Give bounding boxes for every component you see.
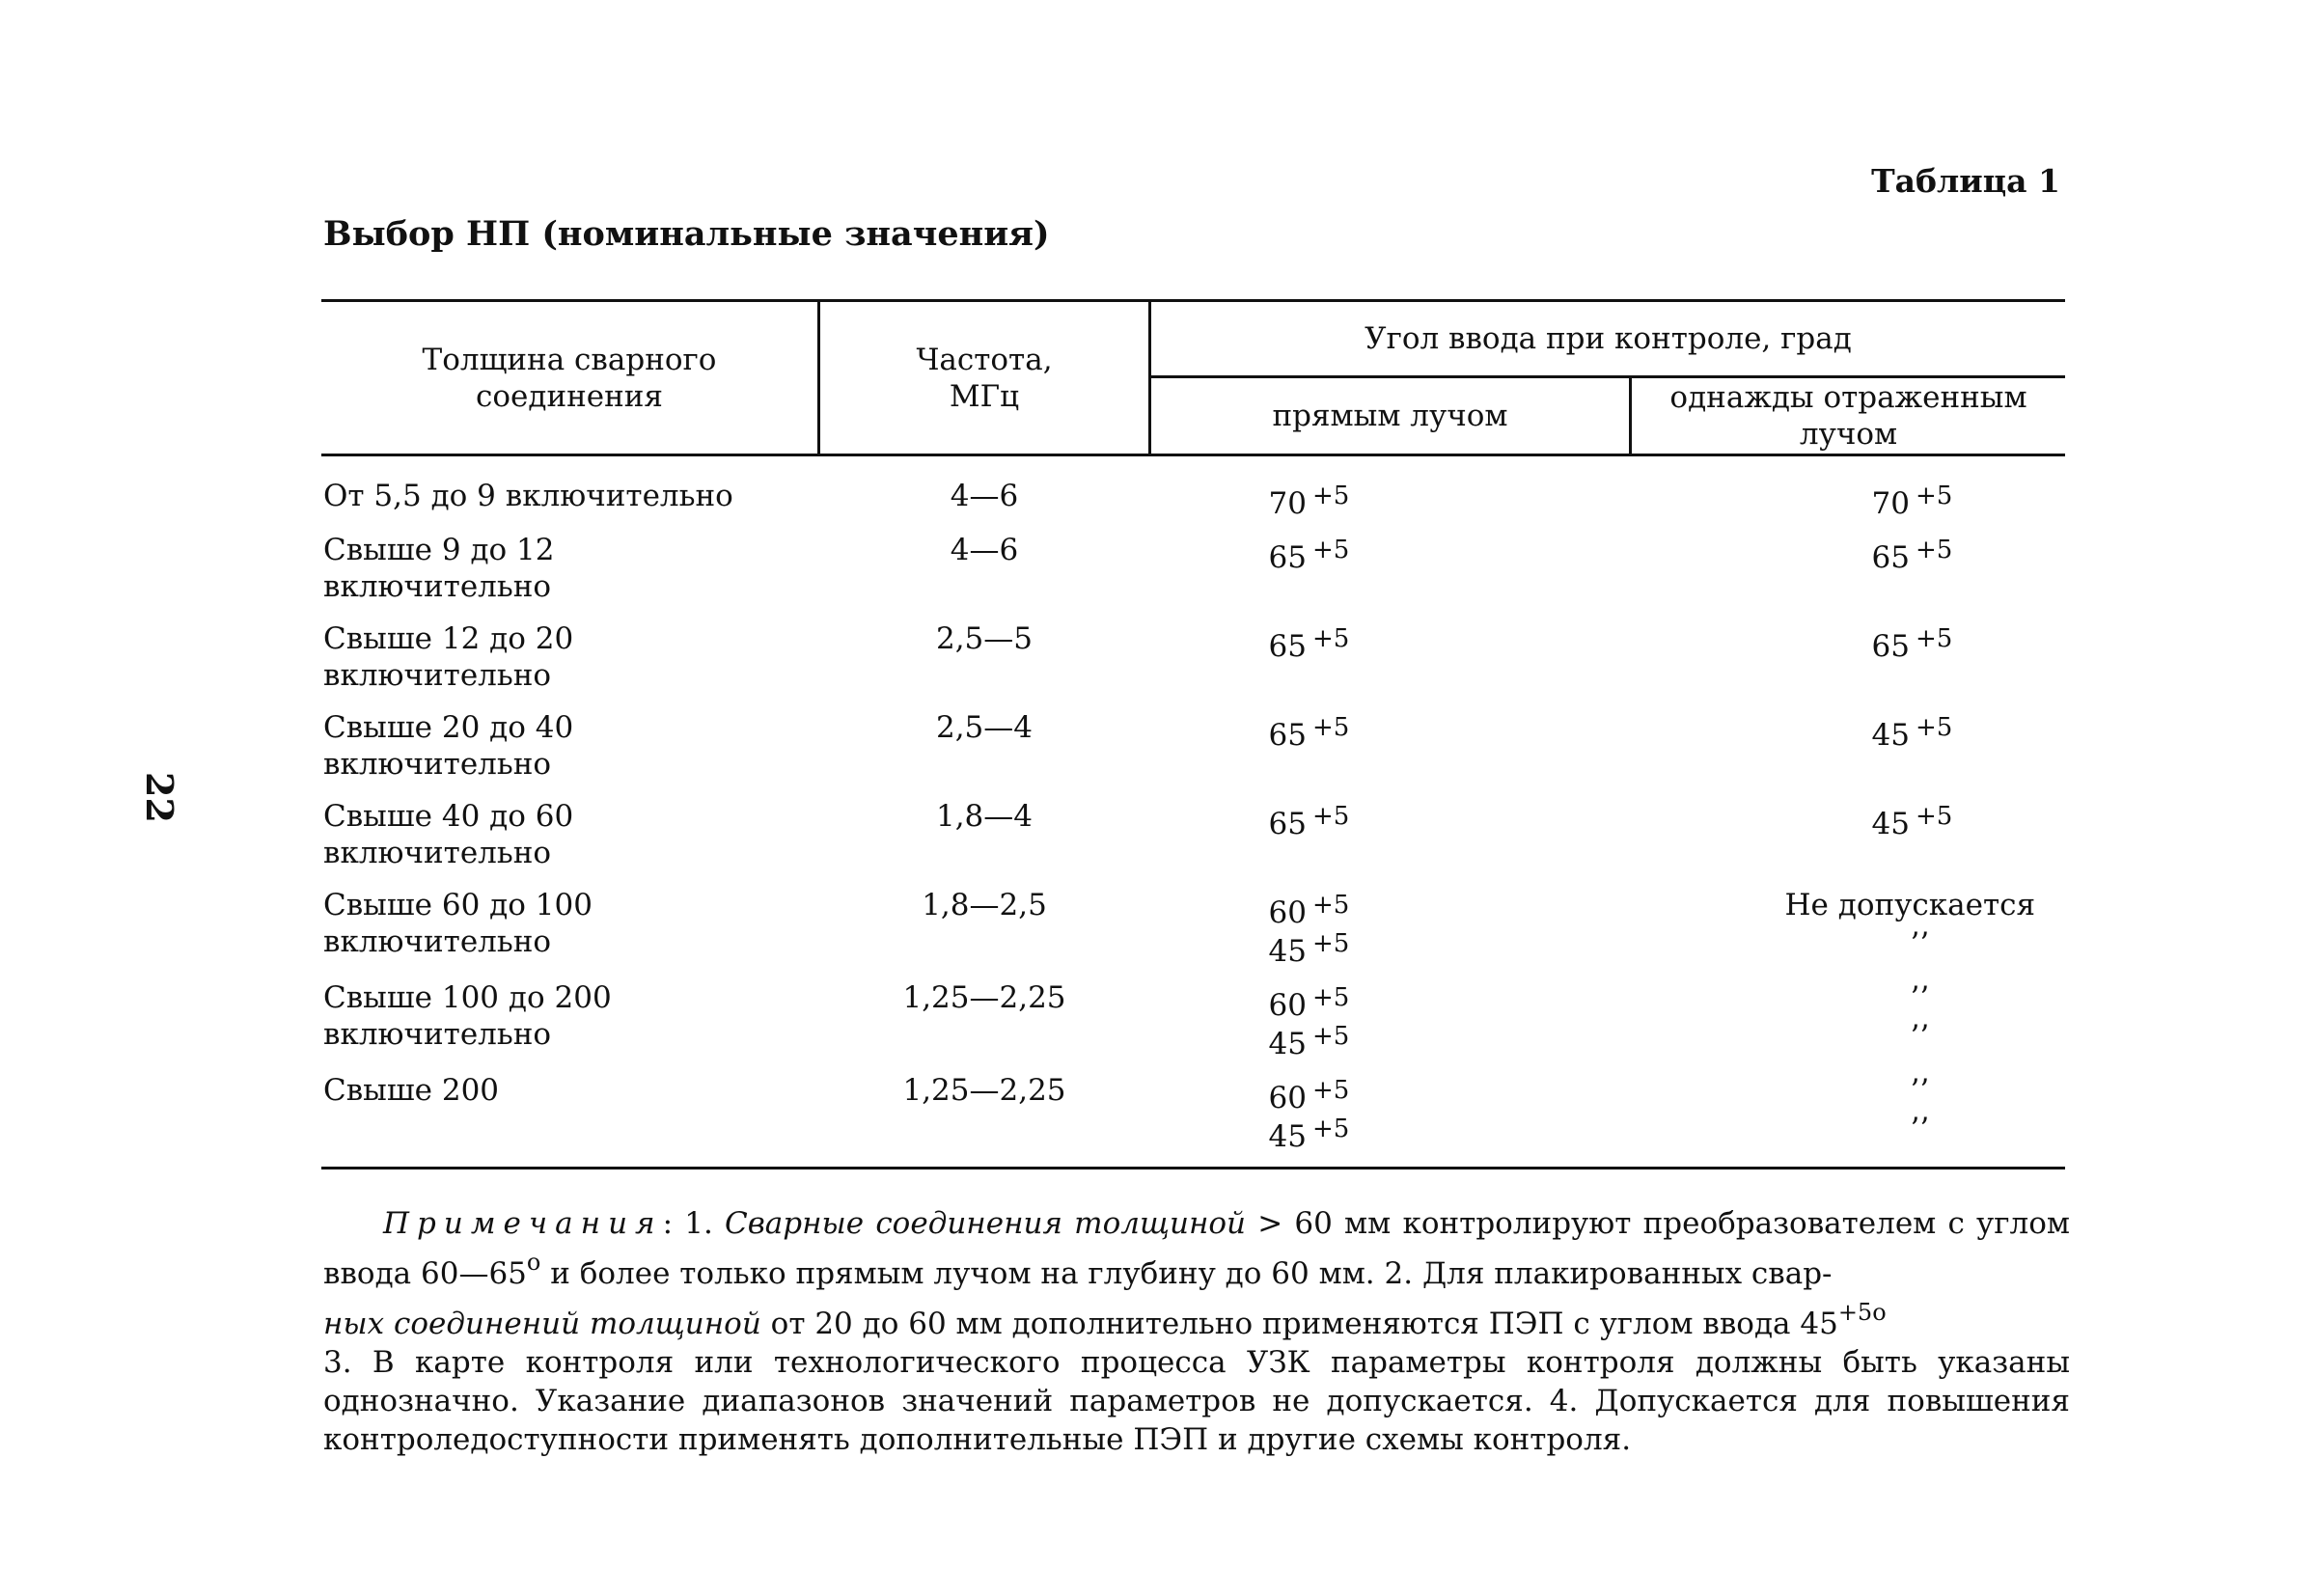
notes-rest: 3. В карте контроля или технологического процесса УЗК параметры контроля должны быть указаны однозначно. Указание диапазонов значений параметров не допускается. 4. Допускается для повышения контроледоступности применять дополнительные ПЭП и другие схемы контроля. [323,1345,2070,1457]
table-row [321,620,2065,709]
cell-angle-reflected: 45 $^{+5}$ [1871,713,1953,753]
col-header-thickness: Толщина сварного соединения [321,301,819,455]
cell-frequency: 2,5—5 [935,621,1034,656]
cell-thickness: Свыше 100 до 200 включительно [323,980,612,1052]
table-row [321,798,2065,887]
cell-thickness: Свыше 200 [321,1072,819,1169]
cell-angle-reflected: 65 $^{+5}$ [1871,624,1953,664]
col-header-frequency: Частота, МГц [819,301,1150,455]
cell-thickness: Свыше 40 до 60 включительно [323,799,574,870]
cell-angle-direct: 60 $^{+5}$ 45 $^{+5}$ [1150,1072,1631,1169]
notes: Примечания: 1. Сварные соединения толщиной > 60 мм контролируют преобразователем с углом ввода $60—65^о$ и более только прямым лучом на глубину до 60 мм. 2. Для плакированных свар- ных соединений толщиной от 20 до 60 мм дополнительно применяются ПЭП с углом ввода $45^{+5о}$ 3. В карте контроля или технологического процесса УЗК параметры контроля должны быть указаны однозначно. Указание диапазонов значений параметров не допускается. 4. Допускается для повышения контроледоступности применять дополнительные ПЭП и другие схемы контроля. [323,1206,2070,1457]
cell-thickness: Свыше 12 до 20 включительно [323,621,574,693]
cell-frequency: 1,8—2,5 [922,888,1047,922]
cell-angle-direct: 65 $^{+5}$ [1268,536,1350,575]
table-row [321,1072,2065,1169]
col-header-reflected: однажды отраженным лучом [1631,377,2066,455]
notes-heading: Примечания [383,1206,663,1241]
cell-angle-direct: 65 $^{+5}$ [1268,624,1350,664]
col-header-angle-group: Угол ввода при контроле, град [1150,301,2066,377]
cell-angle-direct: 65 $^{+5}$ [1268,802,1350,841]
table-row [321,709,2065,798]
col-header-direct: прямым лучом [1150,377,1631,455]
cell-frequency: 1,8—4 [935,799,1034,834]
cell-angle-reflected: 45 $^{+5}$ [1871,802,1953,841]
cell-angle-reflected: Не допускается ’’ [1784,888,2036,961]
cell-frequency: 2,5—4 [935,710,1034,745]
cell-thickness: Свыше 20 до 40 включительно [323,710,574,782]
cell-angle-reflected: 70 $^{+5}$ [1871,482,1953,521]
table-row [321,979,2065,1072]
table-row [321,532,2065,620]
cell-angle-direct: 60 $^{+5}$ 45 $^{+5}$ [1268,983,1350,1061]
table-row [321,887,2065,979]
cell-thickness: Свыше 9 до 12 включительно [323,533,555,604]
page-number: 22 [138,772,181,823]
cell-angle-reflected: ’’ ’’ [1910,980,1930,1054]
selection-table [321,299,2065,1169]
cell-thickness: Свыше 60 до 100 включительно [323,888,593,959]
table-label: Таблица 1 [1871,162,2060,200]
cell-angle-direct: 65 $^{+5}$ [1268,713,1350,753]
cell-thickness: От 5,5 до 9 включительно [323,479,733,513]
table-row [321,478,2065,532]
cell-angle-reflected: 65 $^{+5}$ [1871,536,1953,575]
cell-angle-reflected: ’’ ’’ [1631,1072,2066,1169]
table-title: Выбор НП (номинальные значения) [323,214,1050,254]
cell-angle-direct: 70 $^{+5}$ [1268,482,1350,521]
table-body [321,455,2065,1169]
cell-angle-direct: 60 $^{+5}$ 45 $^{+5}$ [1268,891,1350,969]
cell-frequency: 4—6 [950,533,1019,567]
cell-frequency: 1,25—2,25 [819,1072,1150,1169]
cell-frequency: 1,25—2,25 [902,980,1066,1015]
cell-frequency: 4—6 [950,479,1019,513]
